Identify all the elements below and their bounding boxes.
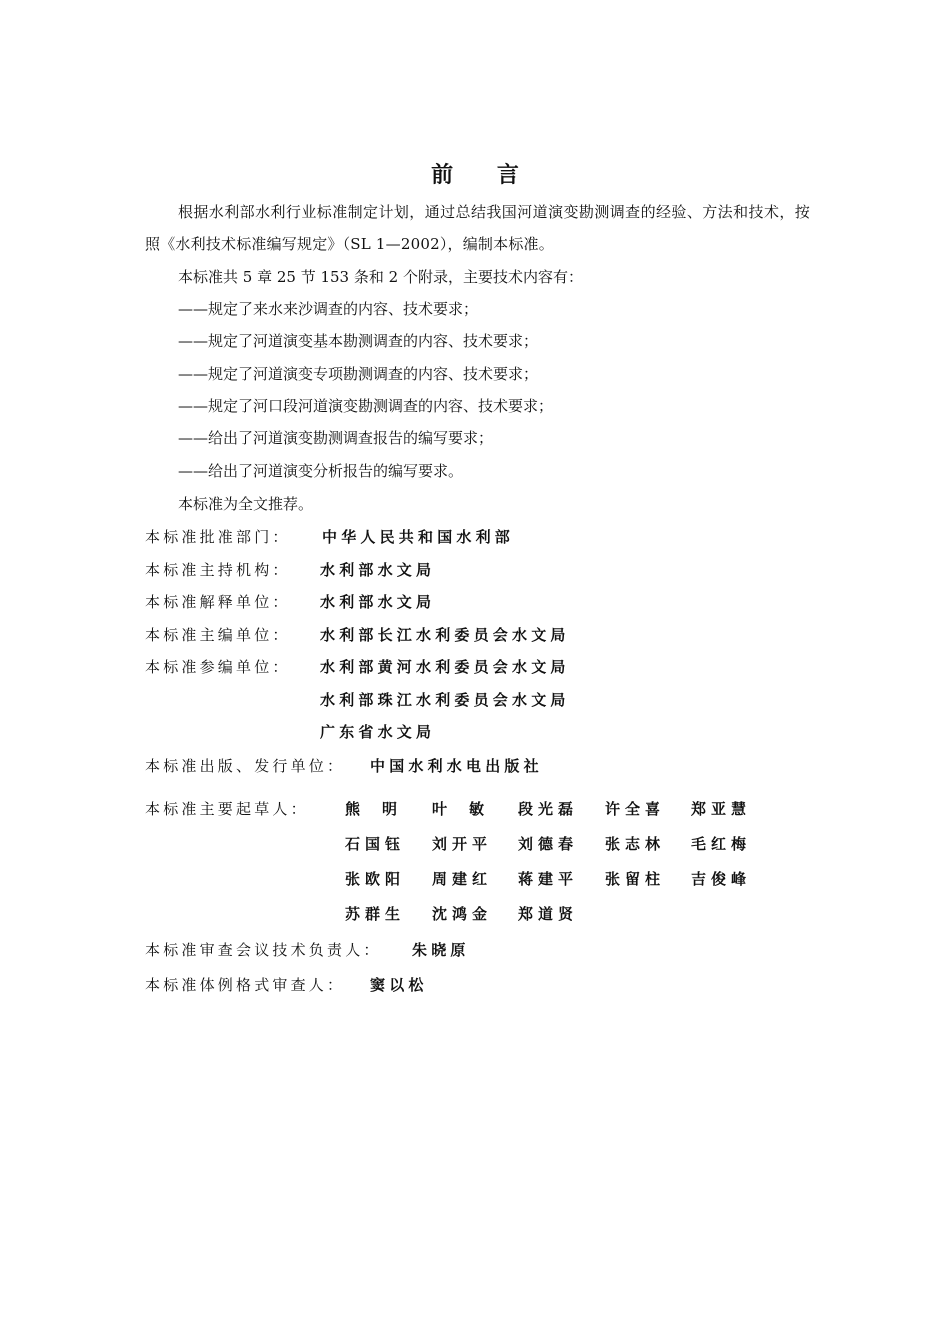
drafter-name: 许全喜	[605, 800, 666, 818]
participate-value: 水利部黄河水利委员会水文局	[320, 658, 570, 676]
host-value: 水利部水文局	[320, 561, 436, 579]
list-item: ——规定了河道演变基本勘测调查的内容、技术要求；	[178, 332, 539, 350]
list-item: ——规定了河口段河道演变勘测调查的内容、技术要求；	[178, 397, 554, 415]
format-label: 本标准体例格式审查人：	[145, 976, 346, 994]
review-label: 本标准审查会议技术负责人：	[145, 941, 382, 959]
publisher-value: 中国水利水电出版社	[370, 757, 543, 775]
participate-value: 广东省水文局	[320, 723, 436, 741]
drafter-name: 苏群生	[345, 905, 406, 923]
participate-value: 水利部珠江水利委员会水文局	[320, 691, 570, 709]
host-label: 本标准主持机构：	[145, 561, 291, 579]
drafters-label: 本标准主要起草人：	[145, 800, 309, 818]
approve-label: 本标准批准部门：	[145, 528, 291, 546]
list-item: ——规定了来水来沙调查的内容、技术要求；	[178, 300, 479, 318]
drafter-name: 刘德春	[518, 835, 579, 853]
drafter-name: 叶敏	[432, 800, 507, 818]
recommend-text: 本标准为全文推荐。	[178, 495, 314, 513]
drafter-name: 张志林	[605, 835, 666, 853]
drafter-name: 郑亚慧	[691, 800, 752, 818]
list-item: ——给出了河道演变分析报告的编写要求。	[178, 462, 464, 480]
drafter-name: 沈鸿金	[432, 905, 493, 923]
drafter-name: 蒋建平	[518, 870, 579, 888]
drafter-name: 刘开平	[432, 835, 493, 853]
format-value: 窦以松	[370, 976, 428, 994]
participate-label: 本标准参编单位：	[145, 658, 291, 676]
drafter-name: 周建红	[432, 870, 493, 888]
intro-paragraph: 根据水利部水利行业标准制定计划，通过总结我国河道演变勘测调查的经验、方法和技术，按照《水利技术标准编写规定》（SL 1—2002），编制本标准。	[145, 203, 810, 253]
drafter-name: 段光磊	[518, 800, 579, 818]
drafter-name: 张留柱	[605, 870, 666, 888]
drafter-name: 张欧阳	[345, 870, 406, 888]
interpret-value: 水利部水文局	[320, 593, 436, 611]
page-title: 前 言	[431, 163, 537, 188]
chief-label: 本标准主编单位：	[145, 626, 291, 644]
list-item: ——规定了河道演变专项勘测调查的内容、技术要求；	[178, 365, 539, 383]
approve-value: 中华人民共和国水利部	[322, 528, 515, 546]
drafter-name: 吉俊峰	[691, 870, 752, 888]
summary-text: 本标准共 5 章 25 节 153 条和 2 个附录，主要技术内容有：	[178, 268, 583, 286]
interpret-label: 本标准解释单位：	[145, 593, 291, 611]
drafter-name: 石国钰	[345, 835, 406, 853]
publisher-label: 本标准出版、发行单位：	[145, 757, 346, 775]
chief-value: 水利部长江水利委员会水文局	[320, 626, 570, 644]
list-item: ——给出了河道演变勘测调查报告的编写要求；	[178, 429, 494, 447]
drafter-name: 郑道贤	[518, 905, 579, 923]
review-value: 朱晓原	[412, 941, 470, 959]
drafter-name: 毛红梅	[691, 835, 752, 853]
drafter-name: 熊明	[345, 800, 420, 818]
